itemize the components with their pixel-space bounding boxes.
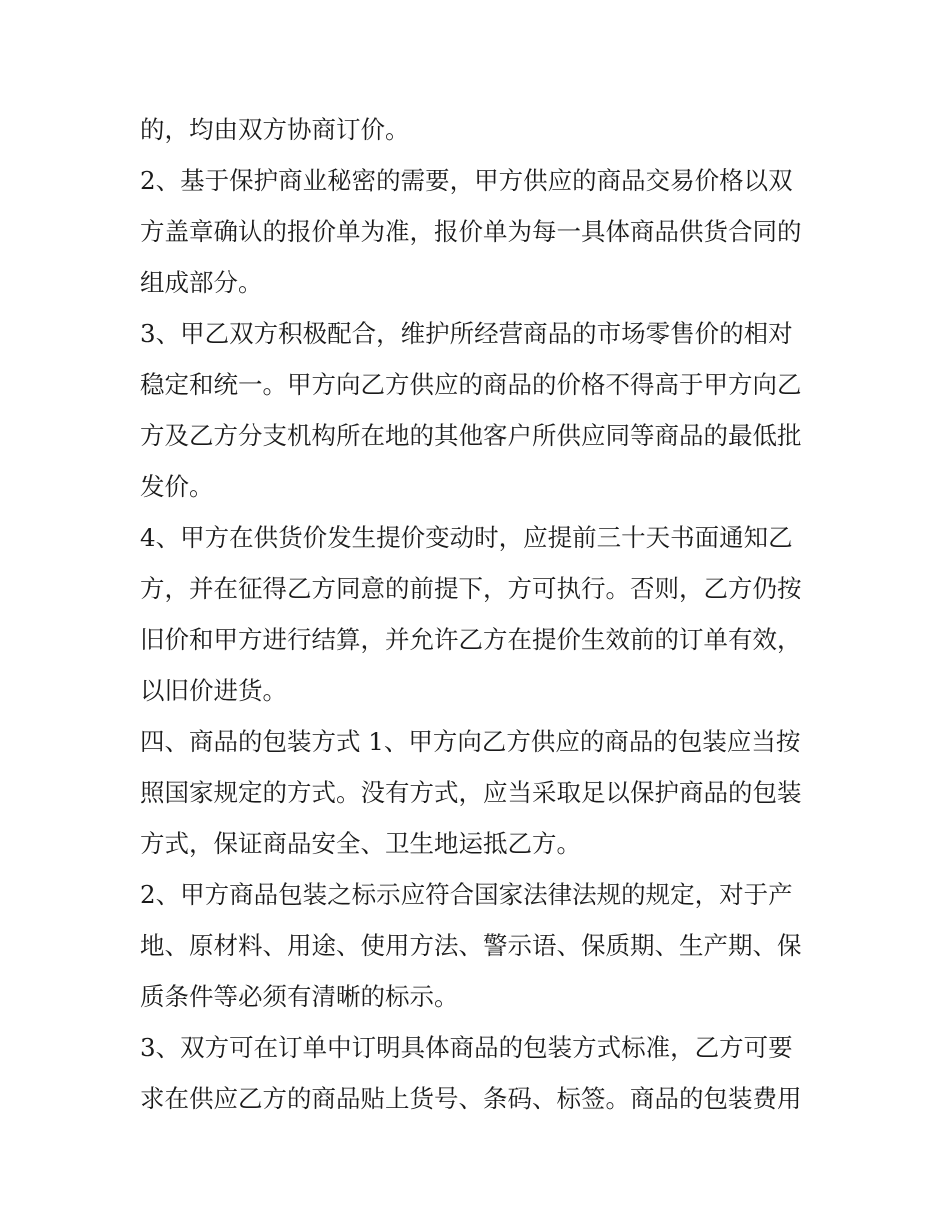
text-line: 以旧价进货。	[140, 676, 287, 705]
text-line: 方式，保证商品安全、卫生地运抵乙方。	[140, 829, 581, 858]
text-line: 求在供应乙方的商品贴上货号、条码、标签。商品的包装费用	[140, 1084, 802, 1113]
document-body	[140, 104, 820, 1124]
text-line: 质条件等必须有清晰的标示。	[140, 982, 459, 1011]
text-line: 稳定和统一。甲方向乙方供应的商品的价格不得高于甲方向乙	[140, 370, 802, 399]
text-line: 方，并在征得乙方同意的前提下，方可执行。否则，乙方仍按	[140, 574, 802, 603]
text-line: 旧价和甲方进行结算，并允许乙方在提价生效前的订单有效，	[140, 625, 802, 654]
text-line: 地、原材料、用途、使用方法、警示语、保质期、生产期、保	[140, 931, 802, 960]
text-line: 四、商品的包装方式 1、甲方向乙方供应的商品的包装应当按	[140, 727, 801, 756]
text-line: 方及乙方分支机构所在地的其他客户所供应同等商品的最低批	[140, 421, 802, 450]
text-line: 4、甲方在供货价发生提价变动时，应提前三十天书面通知乙	[140, 523, 793, 552]
text-line: 发价。	[140, 472, 214, 501]
text-line: 的，均由双方协商订价。	[140, 115, 410, 144]
text-line: 组成部分。	[140, 268, 263, 297]
text-line: 照国家规定的方式。没有方式，应当采取足以保护商品的包装	[140, 778, 802, 807]
text-line: 2、基于保护商业秘密的需要，甲方供应的商品交易价格以双	[140, 166, 793, 195]
text-line: 方盖章确认的报价单为准，报价单为每一具体商品供货合同的	[140, 217, 802, 246]
text-line: 2、甲方商品包装之标示应符合国家法律法规的规定，对于产	[140, 880, 793, 909]
text-line: 3、双方可在订单中订明具体商品的包装方式标准，乙方可要	[140, 1033, 793, 1062]
text-line: 3、甲乙双方积极配合，维护所经营商品的市场零售价的相对	[140, 319, 793, 348]
